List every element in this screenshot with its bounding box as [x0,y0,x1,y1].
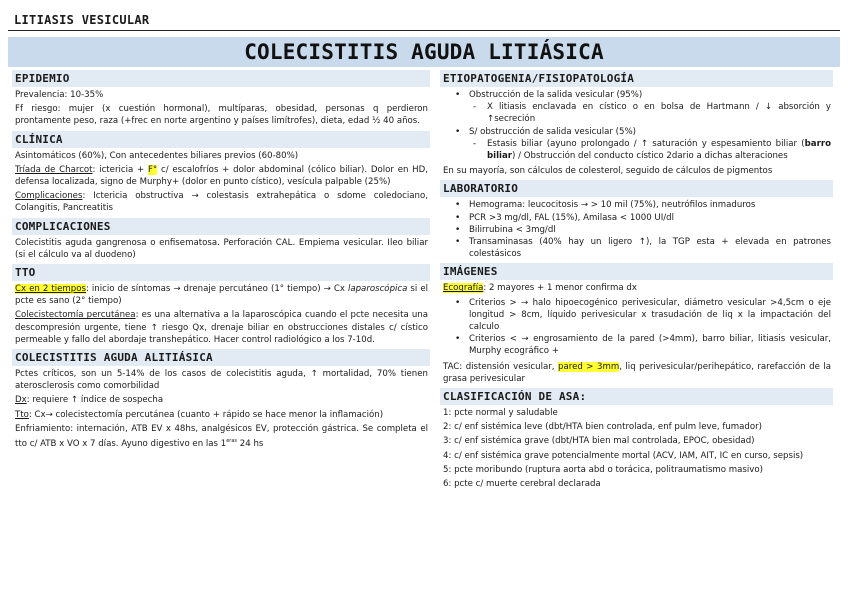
stasis-text-a: Estasis biliar (ayuno prolongado / ↑ saturación y espesamiento biliar ( [487,138,805,149]
right-column [440,70,833,493]
list-item: • S/ obstrucción de salida vesicular (5%) [443,126,831,138]
imaging-criteria-list [443,297,831,358]
asa-item: 2: c/ enf sistémica leve (dbt/HTA bien controlada, enf pulm leve, fumador) [443,422,763,433]
management-text: Enfriamiento: internación, ATB EV x 48hs, analgésicos EV, protección gástrica. Se completa el tto c/ ATB x VO x 7 días. Ayuno digestivo en las 1 [15,423,428,449]
stasis-text-b: ) / Obstrucción del conducto cístico 2dario a dichas alteraciones [512,151,788,162]
tac-paragraph [443,361,831,385]
asa-item: 3: c/ enf sistémica grave (dbt/HTA bien mal controlada, EPOC, obesidad) [443,436,755,447]
list-item: • Criterios > → halo hipoecogénico perivesicular, diámetro vesicular >4,5cm o eje longitud > 8cm, líquido perivesicular x trasudación de liq x la impactación del calculo [443,297,831,334]
list-item: • Transaminasas (40% hay un ligero ↑), la TGP esta + elevada en patrones colestásicos [443,236,831,260]
section-heading: COMPLICACIONES [12,218,430,235]
management-end: 24 hs [239,438,264,449]
dx-paragraph [15,394,428,406]
charcot-paragraph [15,164,428,188]
asa-item: 1: pcte normal y saludable [443,408,558,419]
fever-highlight: F° [147,164,158,175]
eco-label: Ecografía [443,283,484,294]
list-item: • PCR >3 mg/dl, FAL (15%), Amilasa < 1000 UI/dl [443,212,831,224]
section-imagenes [440,263,833,385]
lab-list [443,199,831,260]
section-laboratorio [440,180,833,260]
section-heading: CLÍNICA [12,131,430,148]
cx-two-stage-label: Cx en 2 tiempos [15,284,86,295]
left-column [12,70,430,453]
section-heading: IMÁGENES [440,263,833,280]
list-item: - X litiasis enclavada en cístico o en bolsa de Hartmann / ↓ absorción y ↑secreción [443,101,831,125]
eco-paragraph [443,282,831,294]
section-tto [12,264,430,346]
section-heading: EPIDEMIO [12,70,430,87]
section-heading: CLASIFICACIÓN DE ASA: [440,388,833,405]
section-heading: COLECISTITIS AGUDA ALITIÁSICA [12,349,430,366]
etio-closing: En su mayoría, son cálculos de colesterol, seguido de cálculos de pigmentos [443,166,773,177]
cx-laparoscopic: laparoscópica [347,284,408,295]
percutaneous-text: : es una alternativa a la laparoscópica cuando el pcte necesita una descompresión urgente, tiene ↑ riesgo Qx, drenaje biliar en obstrucciones distales c/ cístico permeable y fallo del abordaje transhepático. Hacer control radiológico a los 7-10d. [15,310,428,345]
risk-factors-text: Ff riesgo: mujer (x cuestión hormonal), multíparas, obesidad, personas q perdieron prontamente peso, raza (+frec en norte argentino y países limítrofes), dieta, edad ½ 40 años. [15,104,428,127]
section-alitiasica [12,349,430,450]
section-heading: TTO [12,264,430,281]
wall-highlight: pared > 3mm [558,361,620,372]
list-item: • Bilirrubina < 3mg/dl [443,224,831,236]
tac-text-b: , liq perivesicular/perihepático, rarefacción de la grasa perivesicular [443,361,832,384]
tto-label: Tto [15,409,29,420]
charcot-text-a: : ictericia + [92,164,148,175]
acalculous-intro: Pctes críticos, son un 5-14% de los casos de colecistitis aguda, ↑ mortalidad, 70% tienen aterosclerosis como comorbilidad [15,369,428,392]
charcot-text-b: c/ escalofríos + dolor abdominal (cólico biliar). Dolor en HD, defensa localizada, signo de Murphy+ (dolor en punto cístico), vesícula palpable (25%) [15,164,428,188]
percutaneous-paragraph [15,309,428,346]
topic-header: LITIASIS VESICULAR [8,10,840,31]
management-paragraph [15,423,428,450]
dx-label: Dx [15,395,27,406]
section-complicaciones [12,218,430,261]
management-sup: eras [226,438,238,445]
complications-list-text: Colecistitis aguda gangrenosa o enfisematosa. Perforación CAL. Empiema vesicular. Ileo biliar (si el cálculo va al duodeno) [15,237,428,260]
complications-text: : Ictericia obstructiva → colestasis extrahepática o sdome coledociano, Colangitis, Pancreatitis [15,191,428,214]
cx-two-stage-text-a: : inicio de síntomas → drenaje percutáneo (1° tiempo) → Cx [85,284,348,295]
list-item: • Hemograma: leucocitosis → > 10 mil (75%), neutrófilos inmaduros [443,199,831,211]
asa-item: 5: pcte moribundo (ruptura aorta abd o torácica, politraumatismo masivo) [443,464,763,475]
list-item: • Criterios < → engrosamiento de la pared (>4mm), barro biliar, litiasis vesicular, Murphy ecográfico + [443,333,831,357]
clinical-intro: Asintomáticos (60%), Con antecedentes biliares previos (60-80%) [15,150,299,161]
tto-paragraph [15,409,428,421]
section-asa [440,388,833,490]
section-etiopatogenia [440,70,833,177]
charcot-label: Tríada de Charcot [15,164,93,175]
list-item [443,138,831,162]
asa-item: 6: pcte c/ muerte cerebral declarada [443,479,601,490]
list-item: • Obstrucción de la salida vesicular (95%) [443,89,831,101]
cx-two-stage-paragraph [15,283,428,307]
biliary-sludge: barro biliar [487,138,831,162]
prevalence-text: Prevalencia: 10-35% [15,90,104,100]
complications-label: Complicaciones [15,191,83,202]
page-title: COLECISTITIS AGUDA LITIÁSICA [8,37,840,67]
complications-paragraph [15,190,428,214]
section-heading: LABORATORIO [440,180,833,197]
section-heading: ETIOPATOGENIA/FISIOPATOLOGÍA [440,70,833,87]
tac-text-a: TAC: distensión vesicular, [443,361,558,372]
tto-text: : Cx→ colecistectomía percutánea (cuanto + rápido se hace menor la inflamación) [28,409,384,420]
cx-two-stage-text-b: si el pcte es sano (2° tiempo) [15,284,428,307]
section-epidemio [12,70,430,128]
eco-text: : 2 mayores + 1 menor confirma dx [483,283,637,294]
section-clinica [12,131,430,215]
asa-item: 4: c/ enf sistémica grave potencialmente mortal (ACV, IAM, AIT, IC en curso, sepsis) [443,450,804,461]
etio-list [443,89,831,162]
percutaneous-label: Colecistectomía percutánea [15,310,136,321]
dx-text: : requiere ↑ índice de sospecha [26,395,164,406]
